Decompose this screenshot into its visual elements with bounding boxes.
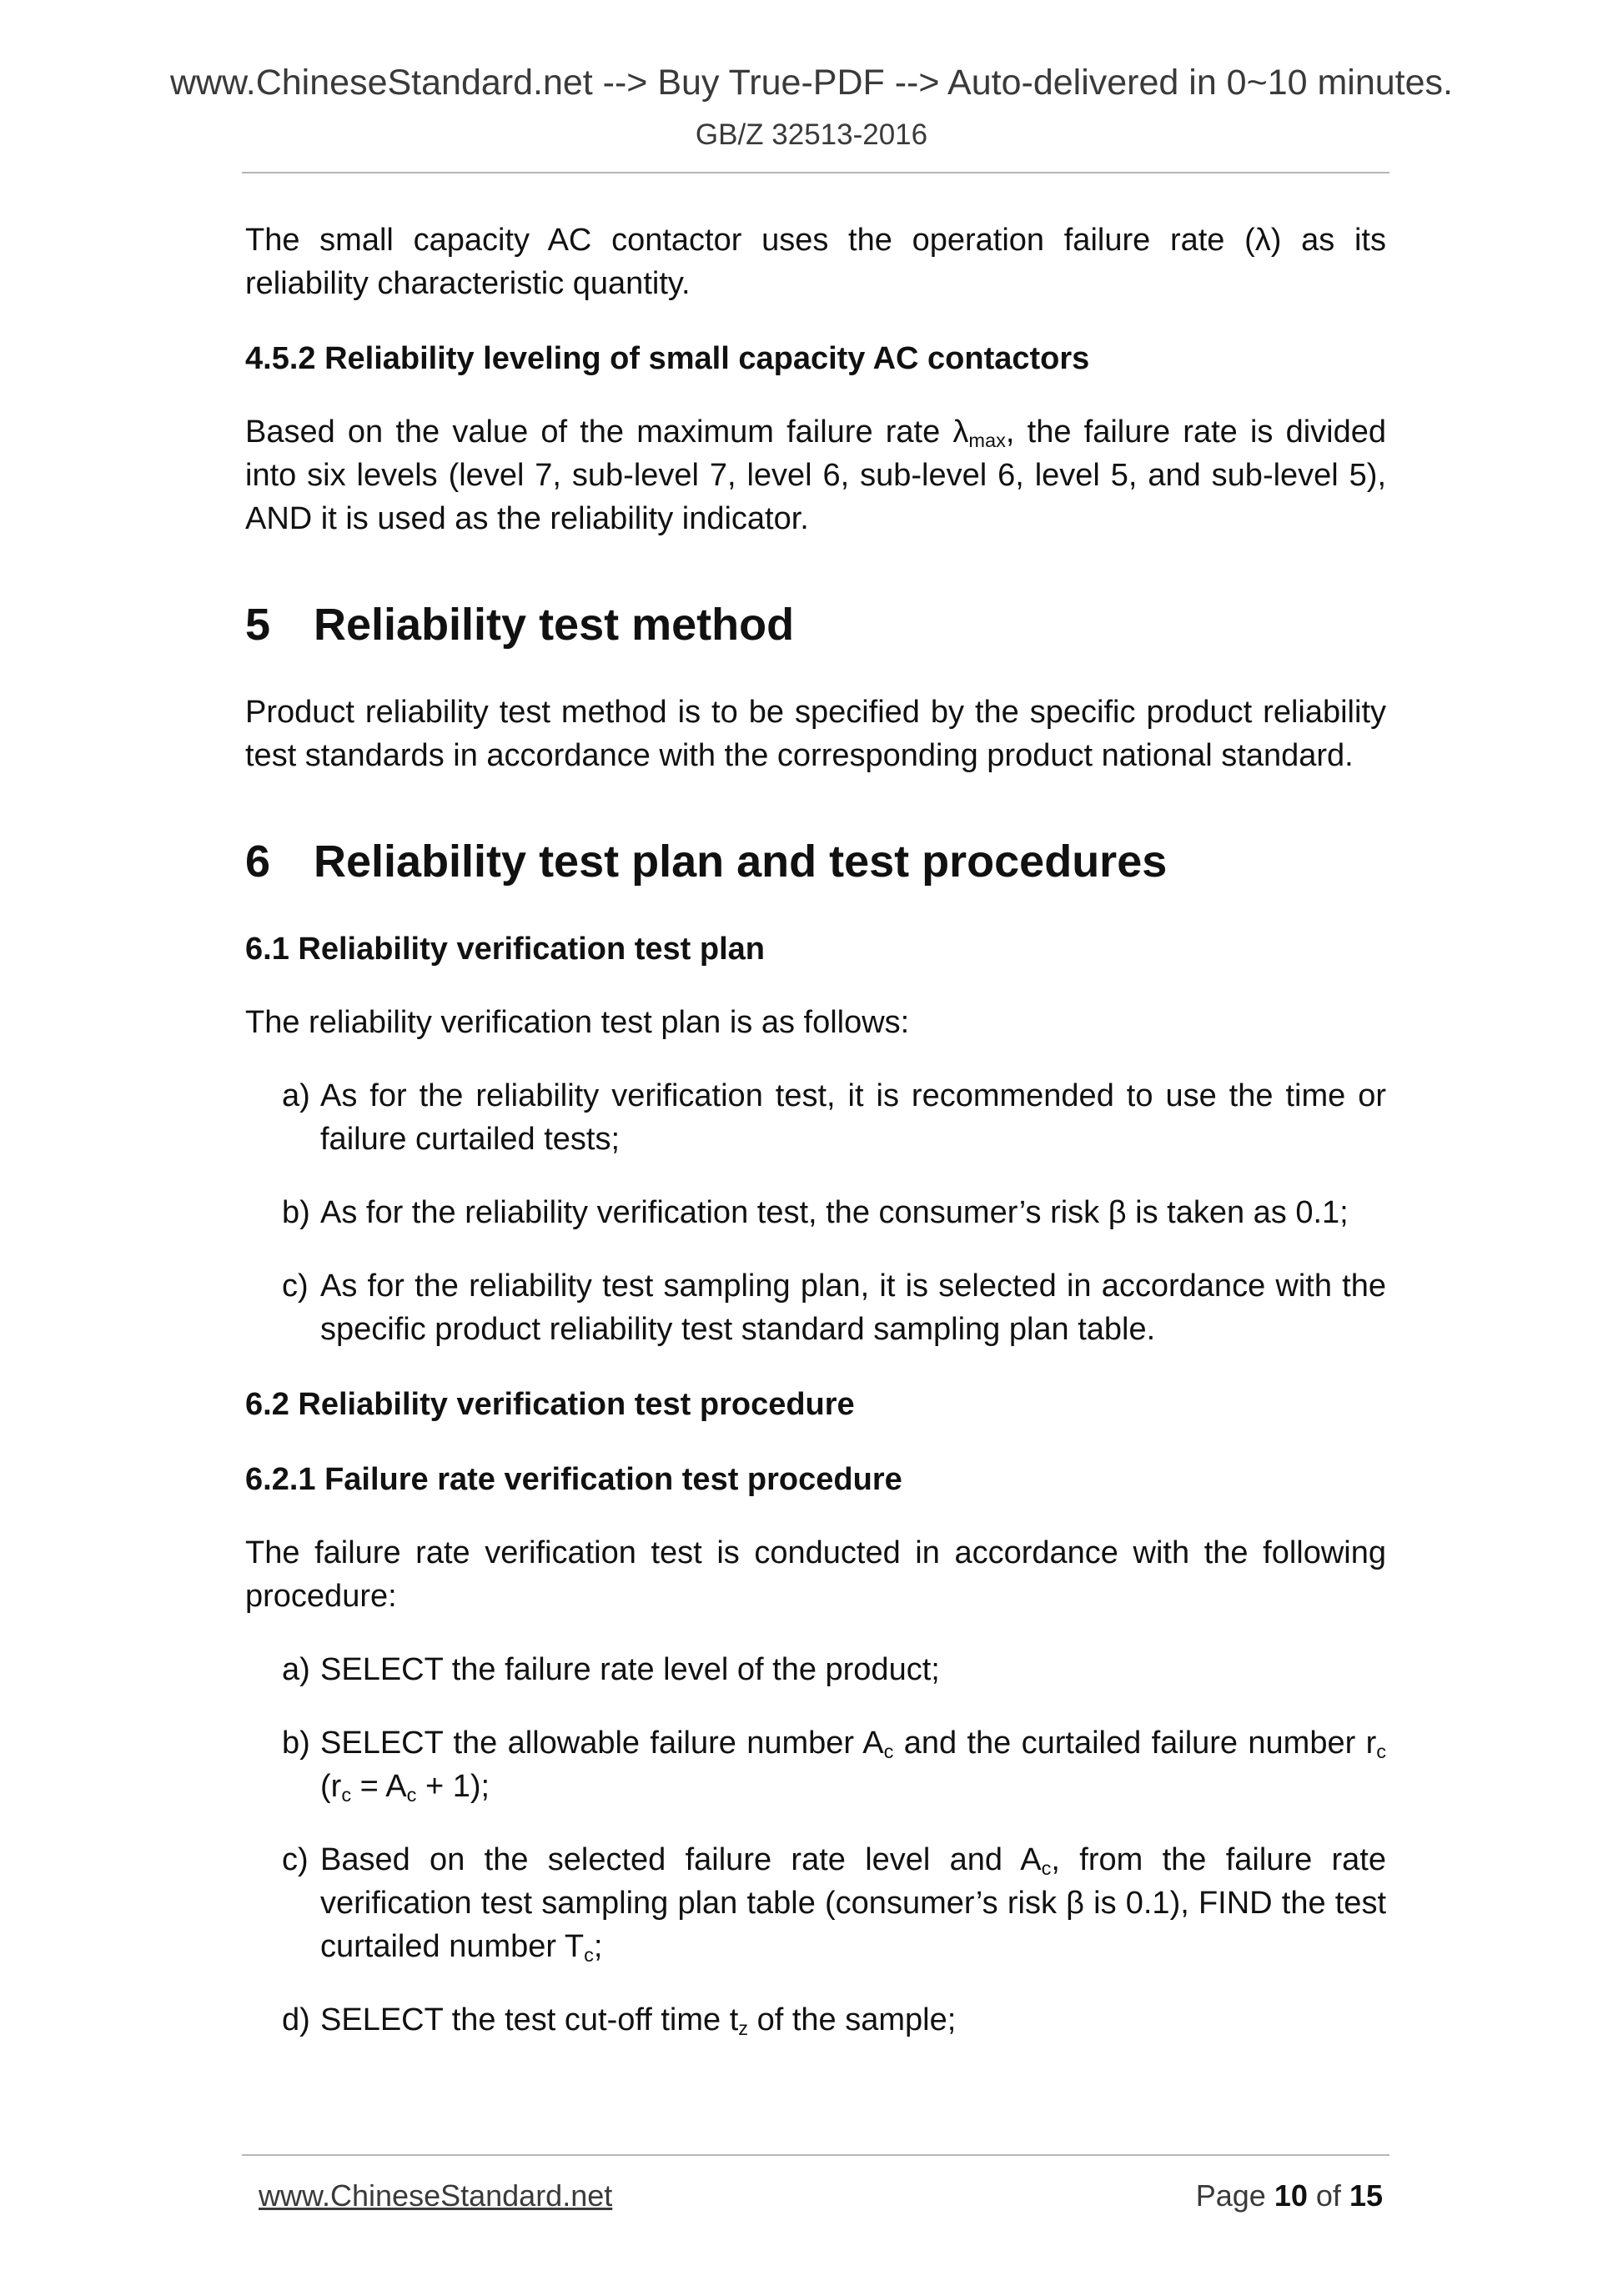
subscript: c bbox=[1376, 1740, 1386, 1762]
list-text: As for the reliability test sampling plan, it is selected in accordance with the specific product reliability test standard sampling plan table. bbox=[320, 1269, 1386, 1347]
list-item bbox=[245, 1838, 1386, 1968]
heading-6-1: 6.1 Reliability verification test plan bbox=[245, 932, 765, 967]
subscript: c bbox=[341, 1783, 352, 1806]
text-run: (r bbox=[320, 1769, 342, 1804]
text-run: + 1); bbox=[416, 1769, 490, 1804]
list-item bbox=[245, 1074, 1386, 1161]
section-title: Reliability test plan and test procedures bbox=[314, 837, 1168, 887]
text-run: SELECT the allowable failure number A bbox=[320, 1726, 884, 1761]
text-run: = A bbox=[351, 1769, 407, 1804]
paragraph-4-5-2 bbox=[245, 410, 1386, 540]
list-item bbox=[245, 1648, 1386, 1691]
list-text: As for the reliability verification test, the consumer’s risk β is taken as 0.1; bbox=[320, 1195, 1349, 1230]
header-divider bbox=[242, 172, 1389, 173]
list-text: SELECT the failure rate level of the product; bbox=[320, 1652, 940, 1687]
list-marker: c) bbox=[282, 1269, 309, 1304]
page-total: 15 bbox=[1349, 2178, 1383, 2213]
text-run: , from the failure rate verification test sampling plan table (consumer’s risk β is 0.1), FIND the test curtailed number T bbox=[320, 1842, 1386, 1964]
text-run: SELECT the test cut-off time t bbox=[320, 2002, 739, 2037]
list-marker: b) bbox=[282, 1195, 310, 1230]
text-run: Based on the value of the maximum failure rate λ bbox=[245, 414, 969, 450]
list-text bbox=[320, 1838, 1386, 1968]
section-5-heading bbox=[245, 597, 1386, 652]
paragraph-5: Product reliability test method is to be specified by the specific product reliability test standards in accordance with the corresponding product national standard. bbox=[245, 695, 1386, 773]
list-marker: a) bbox=[282, 1078, 310, 1113]
list-text: As for the reliability verification test, it is recommended to use the time or failure curtailed tests; bbox=[320, 1078, 1386, 1157]
subscript: z bbox=[738, 2017, 749, 2039]
list-marker: d) bbox=[282, 2002, 310, 2037]
list-item bbox=[245, 1264, 1386, 1351]
footer-site-link[interactable]: www.ChineseStandard.net bbox=[259, 2178, 613, 2213]
paragraph-6-1: The reliability verification test plan is as follows: bbox=[245, 1005, 910, 1040]
page-content bbox=[245, 219, 1386, 2042]
page-indicator bbox=[1196, 2178, 1383, 2213]
site-banner: www.ChineseStandard.net --> Buy True-PDF --> Auto-delivered in 0~10 minutes. bbox=[169, 63, 1453, 103]
list-text bbox=[320, 1721, 1386, 1808]
list-marker: c) bbox=[282, 1842, 309, 1877]
list-marker: b) bbox=[282, 1726, 310, 1761]
text-run: , the failure rate is divided into six levels (level 7, sub-level 7, level 6, sub-level 6, level 5, and sub-level 5), AND it is used as the reliability indicator. bbox=[245, 414, 1386, 536]
text-run: and the curtailed failure number r bbox=[893, 1726, 1377, 1761]
intro-paragraph: The small capacity AC contactor uses the operation failure rate (λ) as its reliability characteristic quantity. bbox=[245, 223, 1386, 301]
heading-6-2: 6.2 Reliability verification test procedure bbox=[245, 1387, 855, 1422]
list-item bbox=[245, 1721, 1386, 1808]
heading-6-2-1: 6.2.1 Failure rate verification test procedure bbox=[245, 1462, 902, 1497]
list-item bbox=[245, 1191, 1386, 1234]
subscript: c bbox=[1041, 1856, 1052, 1879]
footer-divider bbox=[242, 2154, 1389, 2156]
page-word: Page bbox=[1195, 2178, 1266, 2213]
list-text bbox=[320, 1998, 1386, 2042]
subscript: max bbox=[968, 429, 1006, 451]
list-item bbox=[245, 1998, 1386, 2042]
text-run: ; bbox=[593, 1929, 603, 1964]
text-run: of the sample; bbox=[748, 2002, 957, 2037]
standard-code: GB/Z 32513-2016 bbox=[695, 118, 928, 151]
section-number: 6 bbox=[245, 837, 271, 887]
text-run: Based on the selected failure rate level and A bbox=[320, 1842, 1042, 1877]
section-6-heading bbox=[245, 834, 1386, 889]
heading-4-5-2: 4.5.2 Reliability leveling of small capacity AC contactors bbox=[245, 341, 1090, 376]
list-marker: a) bbox=[282, 1652, 310, 1687]
subscript: c bbox=[883, 1740, 894, 1762]
subscript: c bbox=[406, 1783, 417, 1806]
section-number: 5 bbox=[245, 600, 271, 650]
of-word: of bbox=[1315, 2178, 1341, 2213]
subscript: c bbox=[584, 1943, 594, 1966]
page-number: 10 bbox=[1274, 2178, 1308, 2213]
paragraph-6-2-1: The failure rate verification test is conducted in accordance with the following procedure: bbox=[245, 1535, 1386, 1614]
section-title: Reliability test method bbox=[314, 600, 795, 650]
